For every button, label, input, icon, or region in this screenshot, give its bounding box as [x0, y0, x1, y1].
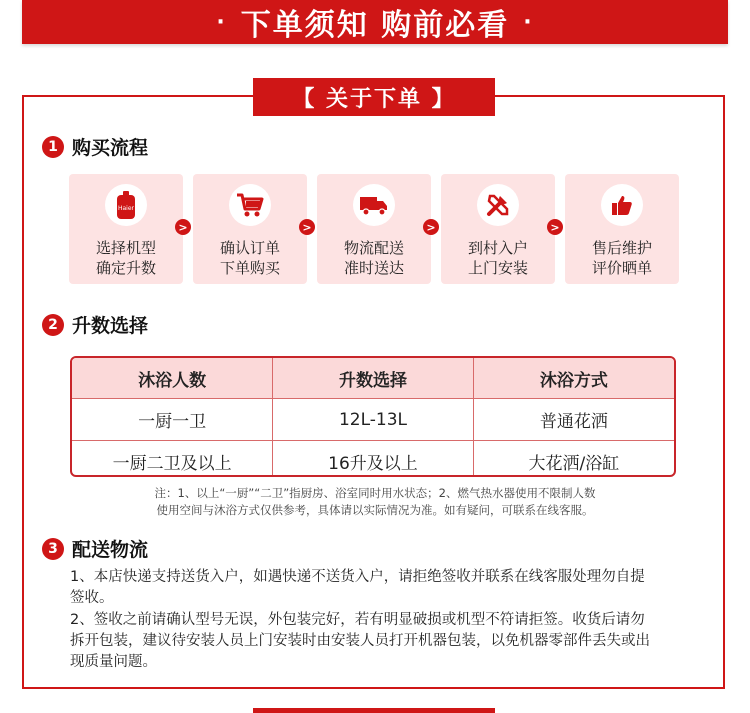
banner-title: 下单须知 购前必看 — [240, 8, 510, 43]
section-number: 1 — [42, 136, 64, 158]
delivery-paragraph-1: 1、本店快递支持送货入户，如遇快递不送货入户，请拒绝签收并联系在线客服处理勿自提签收。 — [70, 569, 645, 606]
note-line1: 注：1、以上“一厨”“二卫”指厨房、浴室同时用水状态；2、燃气热水器使用不限制人数 — [154, 486, 596, 500]
step-arrow-icon: > — [547, 219, 563, 235]
table-note — [80, 485, 670, 519]
delivery-truck-icon — [353, 184, 395, 226]
step-label-line1: 确认订单 — [219, 239, 280, 257]
section-number: 2 — [42, 314, 64, 336]
step-label-line2: 确定升数 — [95, 259, 156, 277]
shopping-cart-icon — [229, 184, 271, 226]
table-header: 沐浴方式 — [473, 358, 674, 399]
table-cell: 大花洒/浴缸 — [473, 441, 674, 478]
step-label-line2: 评价晒单 — [591, 259, 652, 277]
haier-logo-text: Haier — [117, 205, 135, 212]
section-title: 购买流程 — [72, 137, 149, 159]
section-title: 配送物流 — [72, 539, 149, 561]
table-cell: 16升及以上 — [273, 441, 474, 478]
table-cell: 12L-13L — [273, 399, 474, 441]
step-choose-model — [69, 174, 183, 284]
delivery-paragraph-2: 2、签收之前请确认型号无误，外包装完好，若有明显破损或机型不符请拒签。收货后请勿拆开包装，建议待安装人员上门安装时由安装人员打开机器包装，以免机器零部件丢失或出现质量问题。 — [70, 612, 650, 670]
step-arrow-icon: > — [423, 219, 439, 235]
table-cell: 一厨二卫及以上 — [72, 441, 273, 478]
table-cell: 一厨一卫 — [72, 399, 273, 441]
thumbs-up-icon — [601, 184, 643, 226]
capacity-table — [70, 356, 676, 477]
step-after-sales — [565, 174, 679, 284]
section-title: 升数选择 — [72, 315, 149, 337]
step-label-line1: 到村入户 — [467, 239, 528, 257]
table-row — [72, 399, 674, 441]
table-row — [72, 441, 674, 478]
bottom-accent-bar — [253, 708, 495, 713]
step-label-line1: 物流配送 — [343, 239, 404, 257]
step-label-line2: 准时送达 — [343, 259, 404, 277]
step-label-line2: 下单购买 — [219, 259, 280, 277]
banner-dot-right: · — [523, 9, 534, 35]
section-number: 3 — [42, 538, 64, 560]
step-label-line1: 选择机型 — [95, 239, 156, 257]
step-label-line1: 售后维护 — [591, 239, 652, 257]
step-logistics — [317, 174, 431, 284]
table-header-row — [72, 358, 674, 399]
table-header: 升数选择 — [273, 358, 474, 399]
card-tag: 【 关于下单 】 — [253, 78, 495, 116]
step-confirm-order — [193, 174, 307, 284]
step-installation — [441, 174, 555, 284]
section-capacity-selection — [42, 311, 148, 338]
section-purchase-flow — [42, 133, 148, 160]
step-arrow-icon: > — [175, 219, 191, 235]
step-label-line2: 上门安装 — [467, 259, 528, 277]
note-line2: 使用空间与沐浴方式仅供参考，具体请以实际情况为准。如有疑问，可联系在线客服。 — [156, 503, 594, 517]
step-arrow-icon: > — [299, 219, 315, 235]
table-cell: 普通花洒 — [473, 399, 674, 441]
tools-icon — [477, 184, 519, 226]
table-header: 沐浴人数 — [72, 358, 273, 399]
purchase-steps — [69, 174, 679, 286]
haier-bottle-icon — [105, 184, 147, 226]
top-banner — [22, 0, 728, 44]
section-delivery — [42, 535, 148, 562]
banner-dot-left: · — [216, 9, 227, 35]
